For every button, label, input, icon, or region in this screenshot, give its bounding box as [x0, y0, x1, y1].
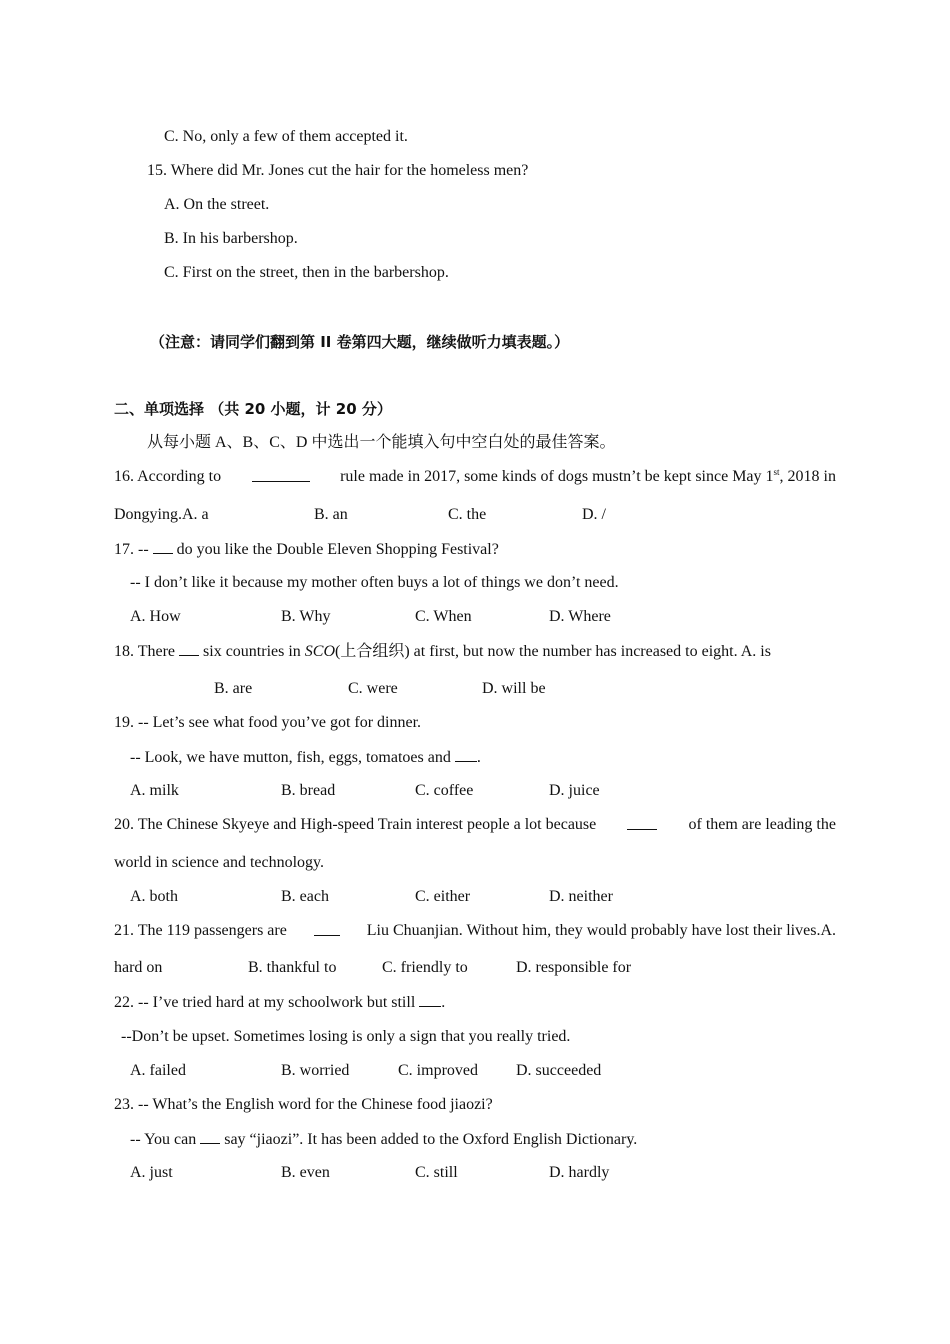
- section2-instruction: 从每小题 A、B、C、D 中选出一个能填入句中空白处的最佳答案。: [147, 434, 616, 451]
- q15-question: 15. Where did Mr. Jones cut the hair for the homeless men?: [147, 162, 529, 179]
- q22-option-b: B. worried: [281, 1062, 350, 1079]
- q17-option-c: C. When: [415, 608, 472, 625]
- q18-blank: [179, 641, 199, 656]
- listening-note: （注意：请同学们翻到第 II 卷第四大题，继续做听力填表题。）: [150, 333, 570, 351]
- q20-option-d: D. neither: [549, 888, 613, 905]
- q16-text-after: rule made in 2017, some kinds of dogs mustn’t be kept since May 1st, 2018 in: [340, 467, 836, 485]
- q21-question: 21. The 119 passengers are Liu Chuanjian. Without him, they would probably have lost their lives.A.: [114, 922, 836, 939]
- q22-blank: [419, 992, 441, 1007]
- q22-question: 22. -- I’ve tried hard at my schoolwork but still .: [114, 994, 446, 1011]
- q23-option-b: B. even: [281, 1164, 330, 1181]
- q19-option-b: B. bread: [281, 782, 336, 799]
- q17-question: 17. -- do you like the Double Eleven Shopping Festival?: [114, 541, 499, 558]
- q19-blank: [455, 747, 477, 762]
- q17-blank: [153, 539, 173, 554]
- q23-question: 23. -- What’s the English word for the Chinese food jiaozi?: [114, 1096, 493, 1113]
- q20-question: 20. The Chinese Skyeye and High-speed Train interest people a lot because of them are leading the: [114, 816, 836, 833]
- q18-option-b: B. are: [214, 680, 253, 697]
- q21-option-b: B. thankful to: [248, 959, 337, 976]
- q18-option-d: D. will be: [482, 680, 546, 697]
- q16-sup: st: [773, 467, 780, 477]
- q23-option-d: D. hardly: [549, 1164, 610, 1181]
- q16-line2: Dongying.A. a: [114, 506, 209, 523]
- q21-line2: hard on: [114, 959, 163, 976]
- q19-line2: -- Look, we have mutton, fish, eggs, tomatoes and .: [130, 749, 481, 766]
- q17-option-a: A. How: [130, 608, 181, 625]
- q14-option-c: C. No, only a few of them accepted it.: [164, 128, 408, 145]
- q17-line2: -- I don’t like it because my mother often buys a lot of things we don’t need.: [130, 574, 619, 591]
- q20-blank: [627, 815, 657, 830]
- q18-option-c: C. were: [348, 680, 398, 697]
- q20-option-b: B. each: [281, 888, 329, 905]
- q15-option-a: A. On the street.: [164, 196, 270, 213]
- q23-line2: -- You can say “jiaozi”. It has been added to the Oxford English Dictionary.: [130, 1131, 638, 1148]
- q19-option-a: A. milk: [130, 782, 179, 799]
- q16-option-b: B. an: [314, 506, 348, 523]
- q19-question: 19. -- Let’s see what food you’ve got for dinner.: [114, 714, 422, 731]
- q22-line2: --Don’t be upset. Sometimes losing is only a sign that you really tried.: [121, 1028, 571, 1045]
- q16-option-c: C. the: [448, 506, 487, 523]
- q23-option-c: C. still: [415, 1164, 458, 1181]
- q21-option-d: D. responsible for: [516, 959, 632, 976]
- q19-option-c: C. coffee: [415, 782, 474, 799]
- q18-question: 18. There six countries in SCO(上合组织) at first, but now the number has increased to eight. A. is: [114, 643, 771, 660]
- q15-option-c: C. First on the street, then in the barbershop.: [164, 264, 449, 281]
- q16-text-before: 16. According to: [114, 468, 222, 485]
- q21-blank: [314, 921, 340, 936]
- q20-option-a: A. both: [130, 888, 178, 905]
- q22-option-d: D. succeeded: [516, 1062, 602, 1079]
- q16-blank: [252, 467, 310, 482]
- q20-line2: world in science and technology.: [114, 854, 325, 871]
- q17-option-d: D. Where: [549, 608, 611, 625]
- section2-heading: 二、单项选择 （共 20 小题，计 20 分）: [114, 400, 392, 418]
- q22-option-a: A. failed: [130, 1062, 186, 1079]
- q22-option-c: C. improved: [398, 1062, 478, 1079]
- q16-text-end: , 2018 in: [779, 468, 836, 485]
- q20-option-c: C. either: [415, 888, 471, 905]
- q16-option-d: D. /: [582, 506, 606, 523]
- q16-question: [114, 467, 836, 487]
- q19-option-d: D. juice: [549, 782, 600, 799]
- q21-option-c: C. friendly to: [382, 959, 468, 976]
- q17-option-b: B. Why: [281, 608, 331, 625]
- q23-blank: [200, 1129, 220, 1144]
- q23-option-a: A. just: [130, 1164, 173, 1181]
- q15-option-b: B. In his barbershop.: [164, 230, 298, 247]
